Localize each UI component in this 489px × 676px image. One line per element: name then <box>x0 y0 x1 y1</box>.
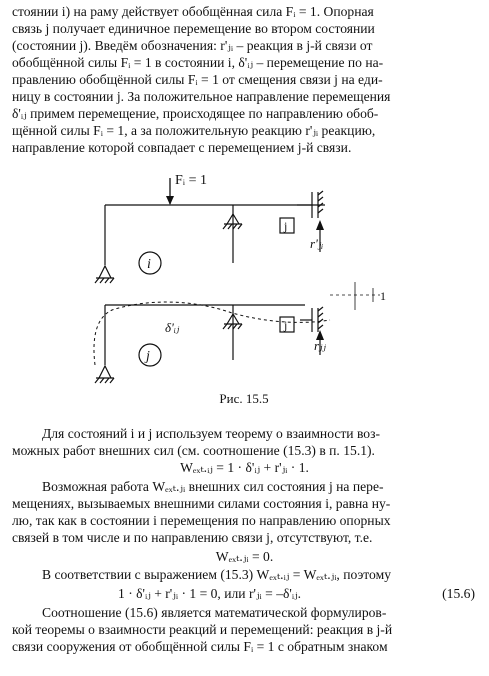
text-line: можных работ внешних сил (см. соотношение (15.3) в п. 15.1). <box>12 443 375 458</box>
equation-number: (15.6) <box>442 586 475 601</box>
paragraph-1 <box>12 425 478 459</box>
text-line: Возможная работа Wₑₓₜ.ⱼᵢ внешних сил состояния j на пере- <box>42 479 384 494</box>
text-line: направление которой совпадает с перемещением j-й связи. <box>12 140 352 155</box>
text-line: обобщённой силы Fᵢ = 1 в состоянии i, δ'ᵢⱼ – перемещение по на- <box>12 55 384 70</box>
text-line: В соответствии с выражением (15.3) Wₑₓₜ.ᵢⱼ = Wₑₓₜ.ⱼᵢ, поэтому <box>42 567 391 582</box>
force-label: Fᵢ = 1 <box>175 173 207 188</box>
text-line: кой теоремы о взаимности реакций и перемещений: реакция в j-й <box>12 622 393 637</box>
reaction-label-top: r'ⱼᵢ <box>310 236 324 251</box>
text-line: мещениях, вызываемых внешними силами состояния i, равна ну- <box>12 496 391 511</box>
reaction-label-bottom: rⱼⱼ <box>314 338 326 353</box>
equation-work-ij: Wₑₓₜ.ᵢⱼ = 1 · δ'ᵢⱼ + r'ⱼᵢ · 1. <box>180 460 309 475</box>
text-line: лю, так как в состоянии i перемещения по направлению опорных <box>12 513 391 528</box>
link-j-label-bottom: j <box>284 318 288 332</box>
text-line: связей в том числе и по направлению связи j, отсутствуют, т.е. <box>12 530 373 545</box>
text-line: Соотношение (15.6) является математической формулиров- <box>42 605 387 620</box>
deformed-shape <box>94 302 330 365</box>
paragraph-3 <box>12 566 478 583</box>
equation-work-ji: Wₑₓₜ.ⱼᵢ = 0. <box>215 549 274 564</box>
text-line: δ'ᵢⱼ примем перемещение, происходящее по направлению обоб- <box>12 106 379 121</box>
text-line: стоянии i) на раму действует обобщённая сила Fᵢ = 1. Опорная <box>12 4 374 19</box>
unit-displacement-label: 1 <box>380 289 386 303</box>
text-line: правлению обобщённой силы Fᵢ = 1 от смещения связи j на еди- <box>12 72 383 87</box>
text-line: щённой силы Fᵢ = 1, а за положительную реакцию r'ⱼᵢ реакцию, <box>12 123 376 138</box>
text-line: связь j получает единичное перемещение во втором состоянии <box>12 21 375 36</box>
figure-caption: Рис. 15.5 <box>219 391 269 406</box>
state-j-marker <box>139 344 161 366</box>
intro-paragraph <box>12 3 478 156</box>
frame-diagram <box>0 160 489 415</box>
text-line: Для состояний i и j используем теорему о взаимности воз- <box>42 426 380 441</box>
text-line: связи сооружения от обобщённой силы Fᵢ = 1 с обратным знаком <box>12 639 388 654</box>
state-j-label: j <box>146 349 150 364</box>
delta-label: δ'ᵢⱼ <box>165 320 180 335</box>
equation-body: 1 · δ'ᵢⱼ + r'ⱼᵢ · 1 = 0, или r'ⱼᵢ = –δ'ᵢⱼ. <box>118 586 302 601</box>
state-i-label: i <box>147 257 151 272</box>
link-j-label-top: j <box>284 219 288 233</box>
text-line: ницу в состоянии j. За положительное направление перемещения <box>12 89 391 104</box>
paragraph-4 <box>12 604 478 655</box>
paragraph-2 <box>12 478 478 546</box>
text-line: (состоянии j). Введём обозначения: r'ⱼᵢ – реакция в j-й связи от <box>12 38 373 53</box>
